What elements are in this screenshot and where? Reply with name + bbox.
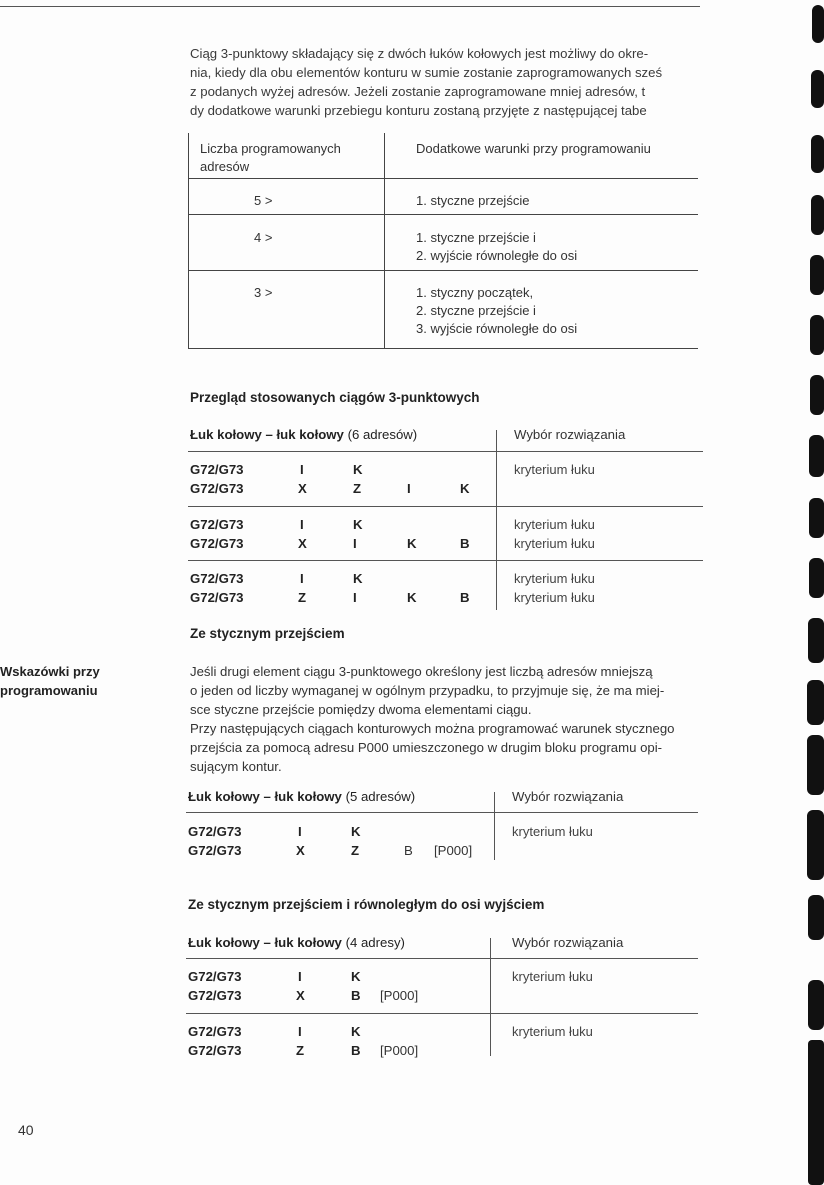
code-addr: B <box>404 843 413 858</box>
code-g: G72/G73 <box>190 590 244 605</box>
code-g: G72/G73 <box>188 824 242 839</box>
code-addr: I <box>298 969 302 984</box>
label-rest: (4 adresy) <box>341 935 405 950</box>
conditions-cell <box>416 229 577 265</box>
intro-line: nia, kiedy dla obu elementów konturu w sumie zostanie zaprogramowanych sześ <box>190 65 663 80</box>
column-divider <box>496 430 497 610</box>
criterion: kryterium łuku <box>512 824 593 839</box>
arc-arc-label <box>188 935 405 950</box>
rule <box>186 958 698 959</box>
code-addr: Z <box>351 843 360 858</box>
code-addr: X <box>298 536 307 551</box>
column-divider <box>494 792 495 860</box>
code-g: G72/G73 <box>190 481 244 496</box>
label-bold: Łuk kołowy – łuk kołowy <box>188 789 342 804</box>
label-rest: (6 adresów) <box>343 427 418 442</box>
count-cell: 4 > <box>254 230 273 245</box>
choice-label: Wybór rozwiązania <box>514 427 626 442</box>
code-g: G72/G73 <box>188 843 242 858</box>
para-line: Jeśli drugi element ciągu 3-punktowego określony jest liczbą adresów mniejszą <box>190 664 653 679</box>
code-addr: K <box>351 1024 361 1039</box>
code-g: G72/G73 <box>188 988 242 1003</box>
intro-line: z podanych wyżej adresów. Jeżeli zostanie zaprogramowane mniej adresów, t <box>190 84 646 99</box>
code-addr: Z <box>353 481 362 496</box>
code-addr: K <box>353 571 363 586</box>
code-p000: [P000] <box>380 1043 419 1058</box>
para-line: sce styczne przejście pomiędzy dwoma elementami ciągu. <box>190 702 532 717</box>
conditions-cell <box>416 284 577 338</box>
code-addr: K <box>351 969 361 984</box>
code-p000: [P000] <box>380 988 419 1003</box>
code-addr: K <box>351 824 361 839</box>
code-p000: [P000] <box>434 843 473 858</box>
margin-note-line: programowaniu <box>0 683 98 698</box>
label-bold: Łuk kołowy – łuk kołowy <box>188 935 342 950</box>
address-count-table <box>188 133 698 349</box>
criterion: kryterium łuku <box>512 969 593 984</box>
code-g: G72/G73 <box>188 969 242 984</box>
criterion: kryterium łuku <box>514 462 595 477</box>
code-addr: B <box>351 988 361 1003</box>
code-addr: K <box>407 590 417 605</box>
rule <box>188 506 703 507</box>
code-addr: B <box>460 590 470 605</box>
table-divider <box>384 133 385 349</box>
tangent-paragraph <box>190 662 720 776</box>
code-addr: K <box>353 462 363 477</box>
condition: 2. wyjście równoległe do osi <box>416 248 578 263</box>
label-bold: Łuk kołowy – łuk kołowy <box>190 427 344 442</box>
code-addr: I <box>300 462 304 477</box>
code-addr: I <box>353 590 357 605</box>
header-text: Liczba programowanych <box>200 141 341 156</box>
section-heading: Przegląd stosowanych ciągów 3-punktowych <box>190 390 480 405</box>
code-addr: K <box>407 536 417 551</box>
criterion: kryterium łuku <box>514 517 595 532</box>
code-g: G72/G73 <box>188 1024 242 1039</box>
code-addr: B <box>460 536 470 551</box>
intro-line: dy dodatkowe warunki przebiegu konturu zostaną przyjęte z następującej tabe <box>190 103 647 118</box>
table-rule <box>188 178 698 179</box>
code-addr: Z <box>298 590 307 605</box>
condition: 1. styczne przejście i <box>416 230 536 245</box>
intro-line: Ciąg 3-punktowy składający się z dwóch łuków kołowych jest możliwy do okre- <box>190 46 649 61</box>
table-rule <box>188 348 698 349</box>
code-addr: I <box>353 536 357 551</box>
page-number: 40 <box>18 1122 34 1138</box>
code-addr: I <box>300 571 304 586</box>
margin-note <box>0 662 100 700</box>
criterion: kryterium łuku <box>512 1024 593 1039</box>
para-line: przejścia za pomocą adresu P000 umieszczonego w drugim bloku programu opi- <box>190 740 663 755</box>
criterion: kryterium łuku <box>514 571 595 586</box>
table-border-left <box>188 133 189 349</box>
code-g: G72/G73 <box>190 517 244 532</box>
table-rule <box>188 214 698 215</box>
table-rule <box>188 270 698 271</box>
condition: 2. styczne przejście i <box>416 303 536 318</box>
code-addr: Z <box>296 1043 305 1058</box>
code-g: G72/G73 <box>190 571 244 586</box>
criterion: kryterium łuku <box>514 590 595 605</box>
code-g: G72/G73 <box>190 462 244 477</box>
condition: 1. styczny początek, <box>416 285 534 300</box>
count-cell: 5 > <box>254 193 273 208</box>
criterion: kryterium łuku <box>514 536 595 551</box>
code-addr: I <box>407 481 411 496</box>
rule <box>186 1013 698 1014</box>
condition: 3. wyjście równoległe do osi <box>416 321 578 336</box>
choice-label: Wybór rozwiązania <box>512 789 624 804</box>
code-addr: X <box>296 843 305 858</box>
code-addr: K <box>353 517 363 532</box>
code-g: G72/G73 <box>188 1043 242 1058</box>
rule <box>188 451 703 452</box>
count-cell: 3 > <box>254 285 273 300</box>
header-text: adresów <box>200 159 250 174</box>
code-addr: I <box>298 1024 302 1039</box>
table-header-left <box>200 140 341 176</box>
para-line: sującym kontur. <box>190 759 282 774</box>
code-addr: I <box>298 824 302 839</box>
section-heading: Ze stycznym przejściem <box>190 626 345 641</box>
margin-note-line: Wskazówki przy <box>0 664 100 679</box>
code-addr: K <box>460 481 470 496</box>
arc-arc-label <box>188 789 415 804</box>
conditions-cell <box>416 192 529 210</box>
binding-holes-decoration <box>794 0 824 1185</box>
code-addr: B <box>351 1043 361 1058</box>
para-line: o jeden od liczby wymaganej w ogólnym przypadku, to przyjmuje się, że ma miej- <box>190 683 665 698</box>
top-rule <box>0 6 700 7</box>
code-addr: X <box>298 481 307 496</box>
code-addr: I <box>300 517 304 532</box>
intro-paragraph <box>190 44 710 120</box>
choice-label: Wybór rozwiązania <box>512 935 624 950</box>
label-rest: (5 adresów) <box>341 789 416 804</box>
arc-arc-label <box>190 427 417 442</box>
code-g: G72/G73 <box>190 536 244 551</box>
condition: 1. styczne przejście <box>416 193 530 208</box>
rule <box>186 812 698 813</box>
section-heading: Ze stycznym przejściem i równoległym do osi wyjściem <box>188 897 545 912</box>
para-line: Przy następujących ciągach konturowych można programować warunek stycznego <box>190 721 675 736</box>
table-header-right: Dodatkowe warunki przy programowaniu <box>416 141 651 156</box>
column-divider <box>490 938 491 1056</box>
rule <box>188 560 703 561</box>
code-addr: X <box>296 988 305 1003</box>
